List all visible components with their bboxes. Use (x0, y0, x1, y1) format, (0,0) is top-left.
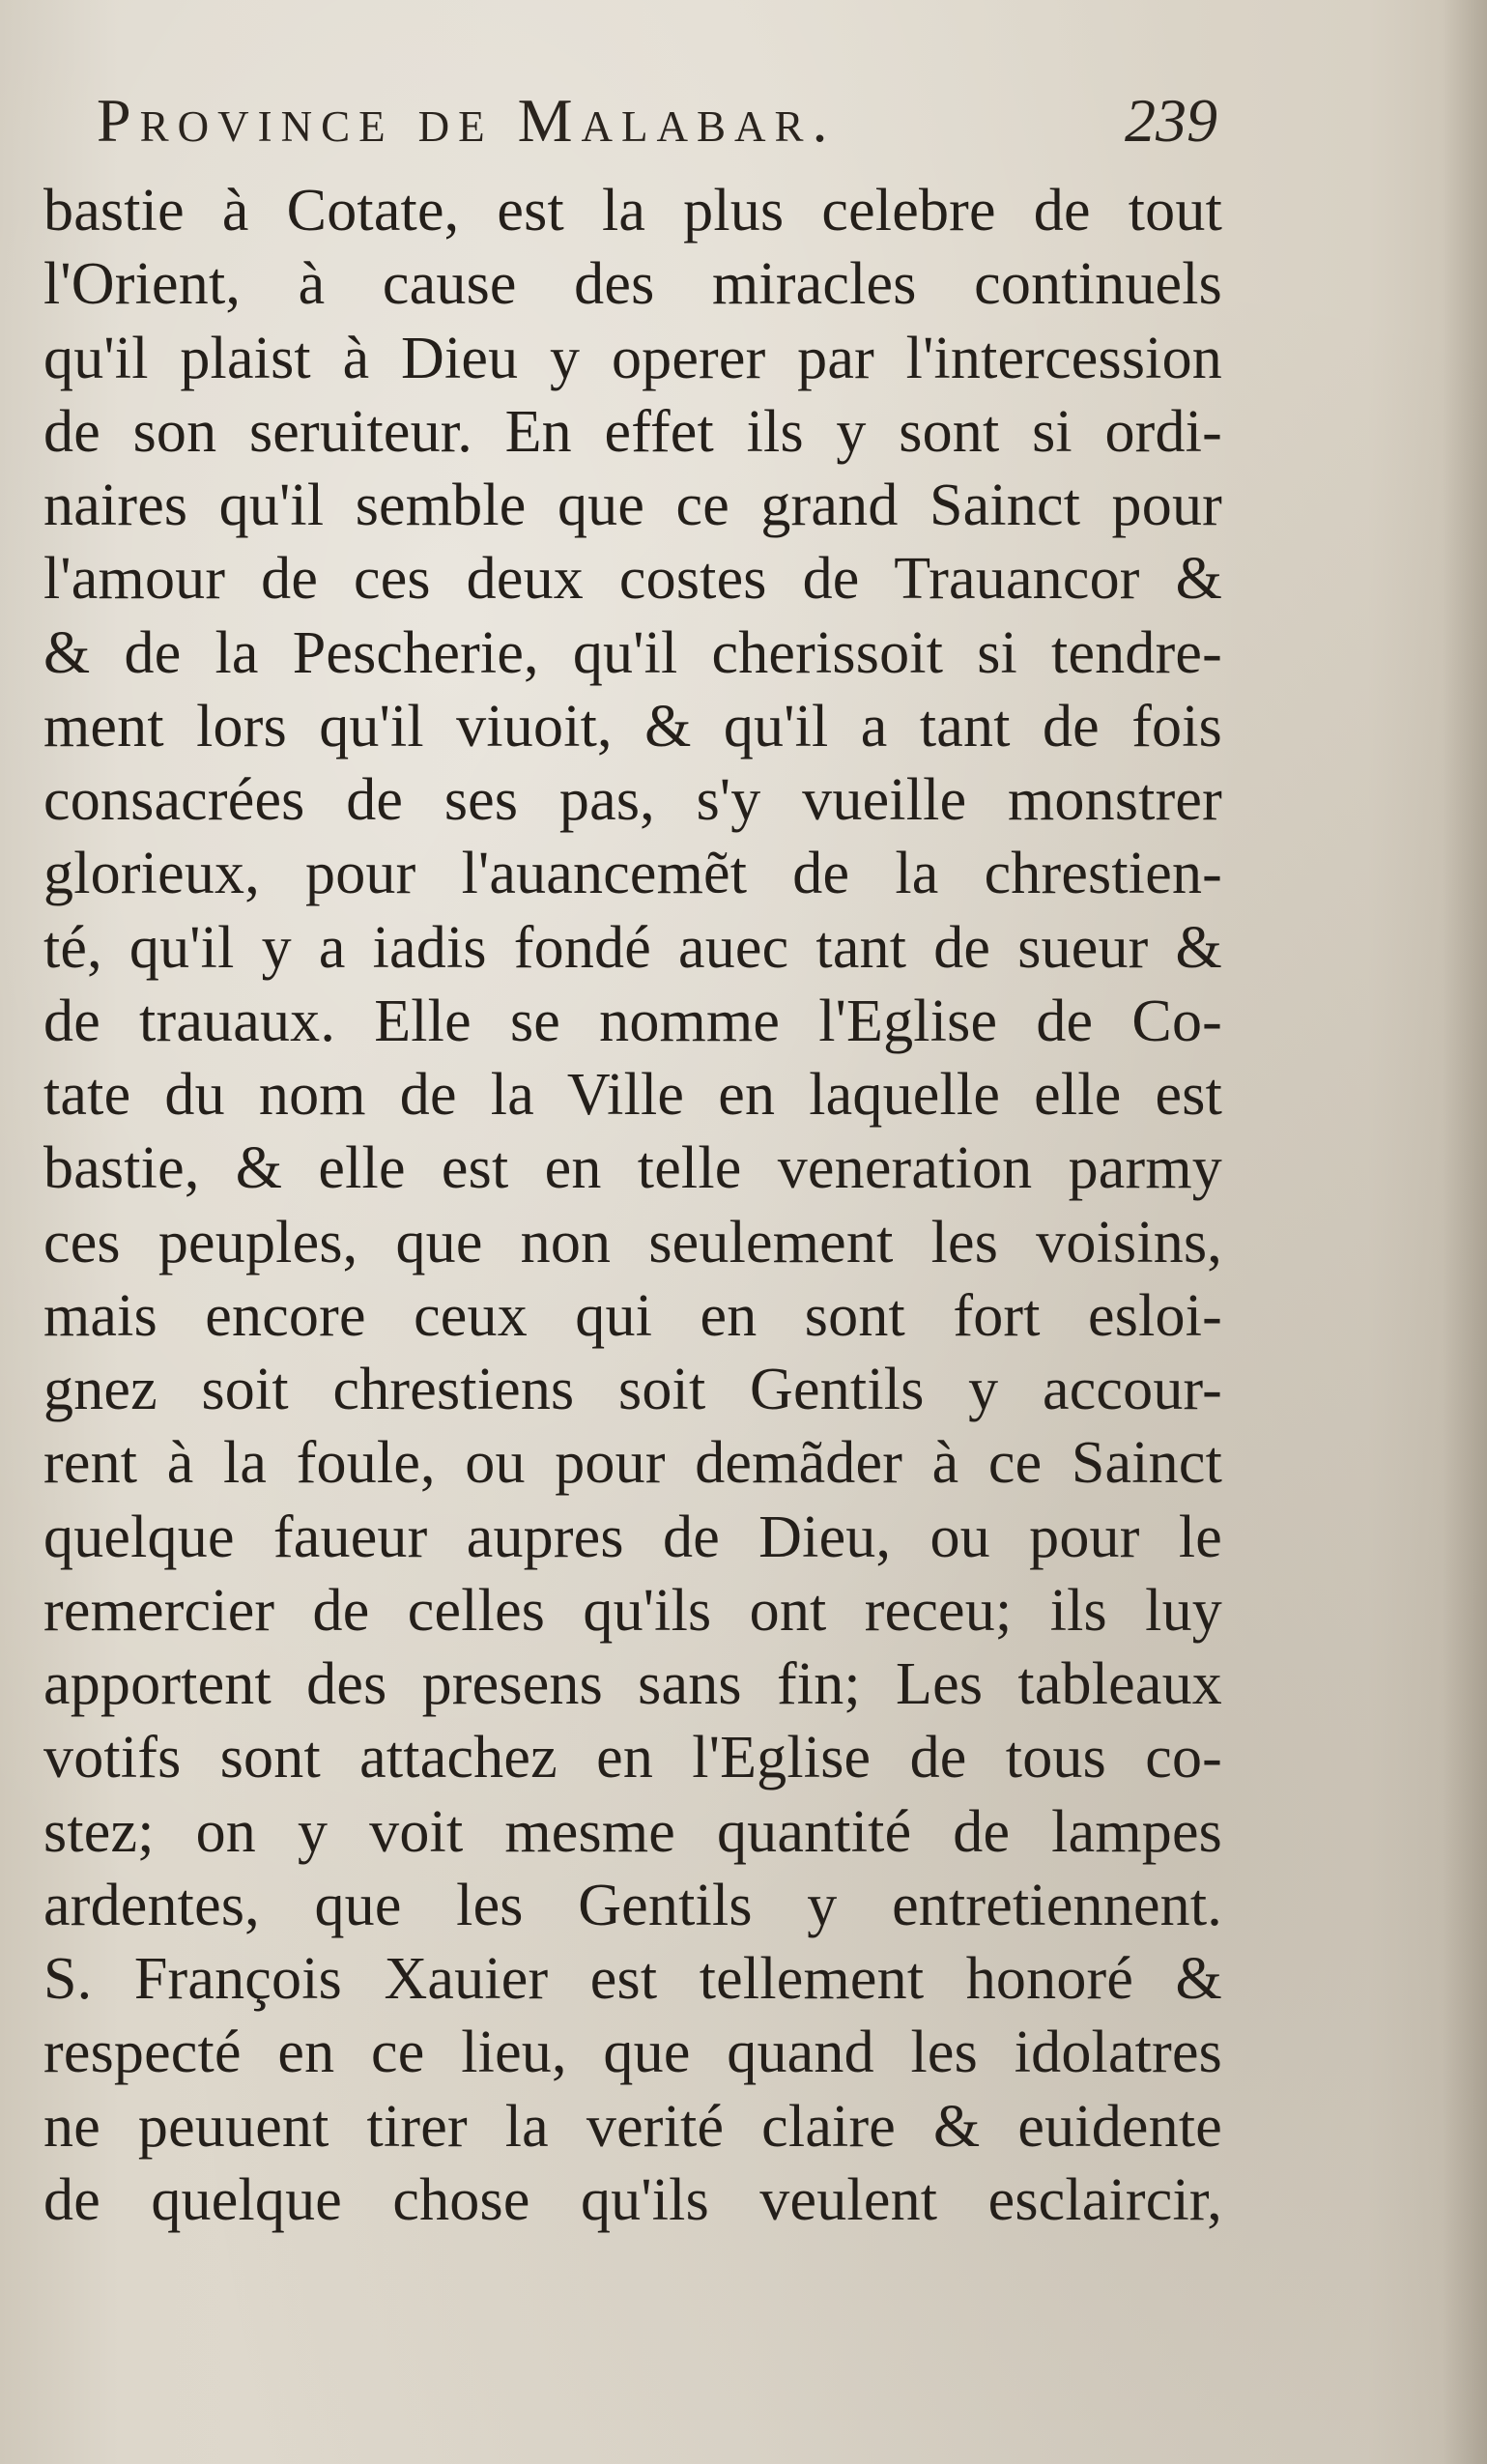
page-edge-shadow (1443, 0, 1487, 2464)
text-line: bastie à Cotate, est la plus celebre de tout (43, 178, 1222, 244)
text-line: respecté en ce lieu, que quand les idolatres (43, 2020, 1222, 2086)
text-line: ardentes, que les Gentils y entretiennent. (43, 1872, 1222, 1938)
text-line: glorieux, pour l'auancemẽt de la chrestien- (43, 841, 1222, 907)
text-line: de quelque chose qu'ils veulent esclaircir, (43, 2166, 1222, 2233)
text-line: bastie, & elle est en telle veneration parmy (43, 1135, 1222, 1202)
text-line: consacrées de ses pas, s'y vueille monstrer (43, 767, 1222, 833)
text-line: rent à la foule, ou pour demãder à ce Sainct (43, 1430, 1222, 1497)
running-title: Province de Malabar. (97, 86, 837, 155)
text-line: ces peuples, que non seulement les voisins, (43, 1209, 1222, 1275)
body-text (43, 174, 1222, 2237)
text-line: l'amour de ces deux costes de Trauancor & (43, 546, 1222, 613)
running-head (97, 85, 1217, 172)
text-line: naires qu'il semble que ce grand Sainct pour (43, 473, 1222, 538)
text-line: gnez soit chrestiens soit Gentils y accour- (43, 1357, 1222, 1422)
text-line: l'Orient, à cause des miracles continuels (43, 251, 1222, 318)
text-line: tate du nom de la Ville en laquelle elle est (43, 1062, 1222, 1128)
text-line: quelque faueur aupres de Dieu, ou pour le (43, 1504, 1222, 1570)
text-line: apportent des presens sans fin; Les tableaux (43, 1651, 1222, 1717)
text-line: ne peuuent tirer la verité claire & euidente (43, 2093, 1222, 2160)
text-line: & de la Pescherie, qu'il cherissoit si tendre- (43, 619, 1222, 686)
text-line: votifs sont attachez en l'Eglise de tous co- (43, 1725, 1222, 1791)
text-line: té, qu'il y a iadis fondé auec tant de sueur & (43, 914, 1222, 981)
text-line: stez; on y voit mesme quantité de lampes (43, 1798, 1222, 1865)
text-line: de son seruiteur. En effet ils y sont si ordi- (43, 398, 1222, 465)
text-line: mais encore ceux qui en sont fort esloi- (43, 1282, 1222, 1349)
text-line: remercier de celles qu'ils ont receu; ils luy (43, 1577, 1222, 1644)
text-line: ment lors qu'il viuoit, & qu'il a tant de fois (43, 693, 1222, 759)
page-number: 239 (1125, 86, 1217, 155)
text-line: qu'il plaist à Dieu y operer par l'intercession (43, 325, 1222, 391)
text-line: de trauaux. Elle se nomme l'Eglise de Co- (43, 988, 1222, 1054)
text-line: S. François Xauier est tellement honoré & (43, 1946, 1222, 2012)
